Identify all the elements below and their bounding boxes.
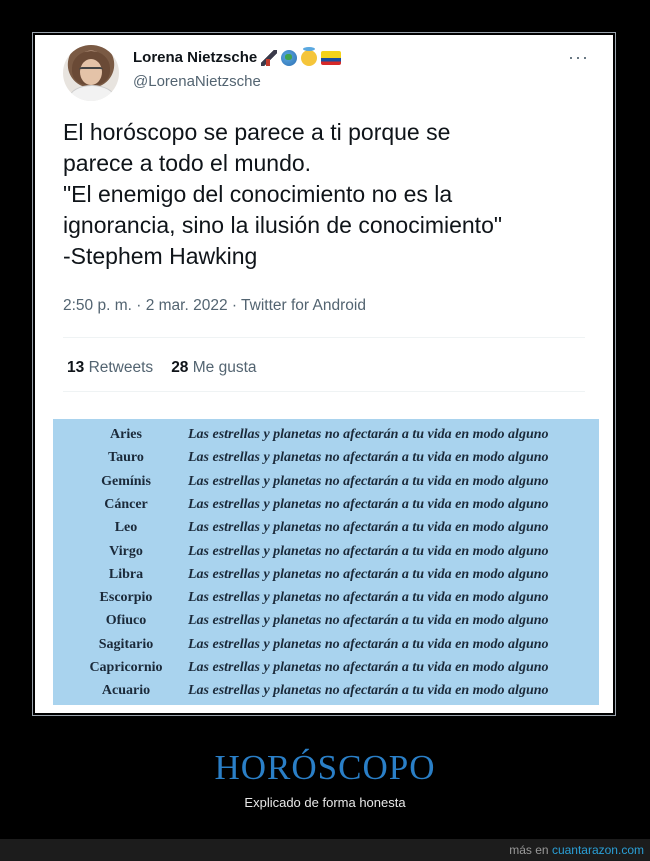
tweet-stats [67,359,257,377]
user-handle[interactable]: @LorenaNietzsche [133,73,261,90]
sign-name: Tauro [108,450,144,466]
display-name[interactable] [133,49,341,66]
sign-name: Libra [108,566,144,582]
sign-prediction: Las estrellas y planetas no afectarán a tu vida en modo alguno [188,473,549,489]
sign-prediction: Las estrellas y planetas no afectarán a tu vida en modo alguno [188,520,549,536]
divider [63,337,585,338]
post-subtitle: Explicado de forma honesta [244,795,406,810]
sign-name: Gemínis [101,473,151,489]
sign-prediction: Las estrellas y planetas no afectarán a tu vida en modo alguno [188,613,549,629]
sign-name: Acuario [101,683,151,699]
site-link[interactable]: cuantarazon.com [551,843,644,857]
sign-name: Sagitario [98,636,154,652]
horoscope-row [53,637,599,660]
divider [63,391,585,392]
globe-emoji-icon [281,50,297,66]
avatar[interactable] [63,45,119,101]
sign-prediction: Las estrellas y planetas no afectarán a tu vida en modo alguno [188,683,549,699]
horoscope-row [53,660,599,683]
source-link: más en cuantarazon.com [509,843,644,857]
horoscope-row [53,497,599,520]
post-title[interactable]: HORÓSCOPO [214,748,436,787]
horoscope-row [53,520,599,543]
horoscope-row [53,450,599,473]
tweet-card [35,35,613,713]
sign-name: Aries [110,427,142,442]
sign-name: Capricornio [89,660,163,675]
more-options-icon[interactable]: ··· [568,47,589,67]
sign-prediction: Las estrellas y planetas no afectarán a tu vida en modo alguno [188,427,549,442]
horoscope-row [53,613,599,636]
sign-prediction: Las estrellas y planetas no afectarán a tu vida en modo alguno [188,636,549,652]
tweet-timestamp[interactable]: 2:50 p. m. · 2 mar. 2022 · Twitter for Android [63,297,366,314]
sign-name: Ofiuco [105,613,147,629]
horoscope-row [53,567,599,590]
sign-name: Virgo [109,543,143,559]
horoscope-row [53,474,599,497]
likes-stat[interactable]: 28 Me gusta [171,359,257,376]
sign-prediction: Las estrellas y planetas no afectarán a tu vida en modo alguno [188,566,549,582]
sign-name: Escorpio [99,590,153,606]
horoscope-image [53,419,599,705]
sign-prediction: Las estrellas y planetas no afectarán a tu vida en modo alguno [188,660,549,675]
sign-prediction: Las estrellas y planetas no afectarán a tu vida en modo alguno [188,543,549,559]
sign-prediction: Las estrellas y planetas no afectarán a tu vida en modo alguno [188,590,549,606]
sign-prediction: Las estrellas y planetas no afectarán a tu vida en modo alguno [188,450,549,466]
sign-name: Cáncer [104,496,148,512]
tweet-text: El horóscopo se parece a ti porque se parece a todo el mundo. "El enemigo del conocimiento no es la ignorancia, sino la ilusión de conocimiento" -Stephem Hawking [63,119,503,269]
sign-prediction: Las estrellas y planetas no afectarán a tu vida en modo alguno [188,496,549,512]
halo-smile-emoji-icon [301,50,317,66]
horoscope-row [53,427,599,450]
telescope-emoji-icon [261,50,277,66]
sign-name: Leo [114,520,138,536]
display-name-text[interactable]: Lorena Nietzsche [133,49,258,66]
post-frame [32,32,616,716]
horoscope-row [53,544,599,567]
ecuador-flag-icon [321,51,341,65]
horoscope-row [53,590,599,613]
retweets-stat[interactable]: 13 Retweets [67,359,154,376]
horoscope-row [53,683,599,706]
